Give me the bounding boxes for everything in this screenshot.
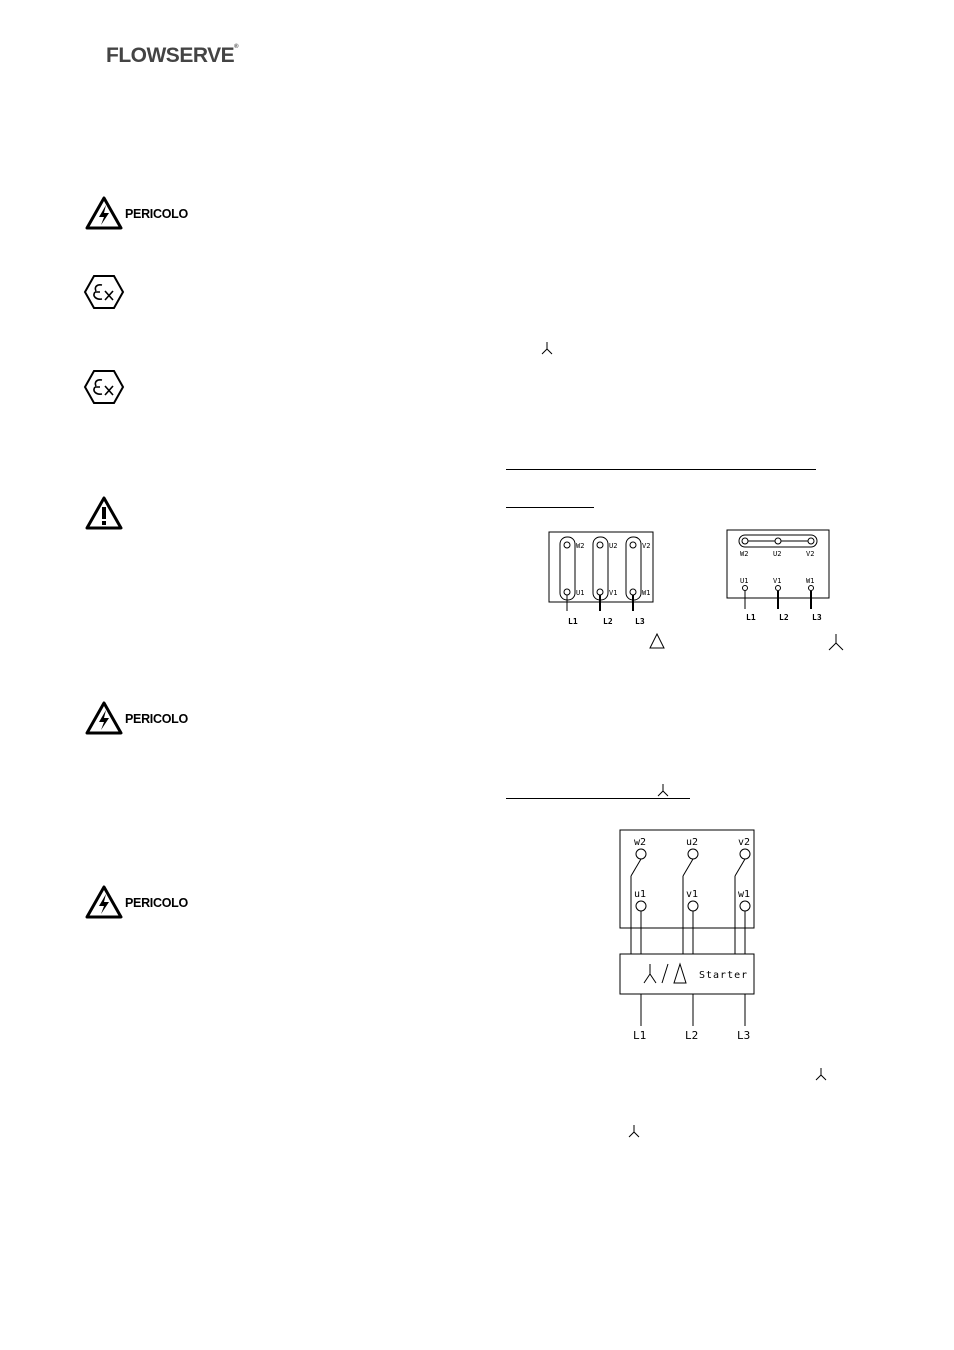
delta-terminal-diagram [540, 525, 660, 630]
terminal-v1: v1 [686, 889, 699, 900]
line-l3: L3 [737, 1029, 751, 1042]
line-l2: L2 [779, 613, 789, 622]
caution-icon [85, 496, 123, 530]
terminal-w2: w2 [634, 837, 647, 848]
explosion-proof-icon-2 [83, 369, 125, 405]
star-connection-symbol [656, 782, 670, 798]
danger-warning-3 [85, 885, 188, 924]
terminal-u1: u1 [634, 889, 647, 900]
starter-label: Starter [699, 970, 749, 981]
logo-text: FLOWSERVE [106, 44, 235, 67]
heading-underline-2 [506, 507, 594, 508]
terminal-v1: V1 [773, 577, 782, 585]
line-l1: L1 [746, 613, 756, 622]
terminal-w1: W1 [806, 577, 815, 585]
terminal-w2: W2 [576, 542, 585, 550]
electrical-hazard-icon [85, 196, 123, 230]
terminal-u1: U1 [576, 589, 585, 597]
line-l1: L1 [633, 1029, 647, 1042]
danger-warning-1 [85, 196, 188, 235]
terminal-u2: u2 [686, 837, 699, 848]
danger-label: PERICOLO [125, 712, 188, 726]
terminal-u2: U2 [609, 542, 618, 550]
line-l2: L2 [603, 617, 613, 626]
terminal-u1: U1 [740, 577, 749, 585]
danger-warning-2 [85, 701, 188, 740]
terminal-v2: V2 [806, 550, 815, 558]
terminal-v2: V2 [642, 542, 651, 550]
electrical-hazard-icon [85, 701, 123, 735]
line-l3: L3 [635, 617, 645, 626]
explosion-proof-icon [83, 274, 125, 310]
terminal-v1: V1 [609, 589, 618, 597]
star-connection-symbol [814, 1066, 828, 1082]
terminal-v2: v2 [738, 837, 751, 848]
terminal-u2: U2 [773, 550, 782, 558]
danger-label: PERICOLO [125, 896, 188, 910]
logo-registered-mark: ® [234, 44, 239, 50]
terminal-w1: w1 [738, 889, 751, 900]
line-l3: L3 [812, 613, 822, 622]
danger-label: PERICOLO [125, 207, 188, 221]
delta-connection-symbol [648, 632, 666, 650]
star-connection-symbol [627, 1123, 641, 1139]
line-l2: L2 [685, 1029, 699, 1042]
electrical-hazard-icon [85, 885, 123, 919]
terminal-w1: W1 [642, 589, 651, 597]
star-delta-starter-diagram [616, 828, 758, 1044]
star-terminal-diagram [722, 525, 834, 627]
flowserve-logo [106, 44, 238, 68]
terminal-w2: W2 [740, 550, 749, 558]
line-l1: L1 [568, 617, 578, 626]
heading-underline-3 [506, 798, 690, 799]
heading-underline-1 [506, 469, 816, 470]
star-connection-symbol [540, 340, 554, 356]
star-connection-symbol [826, 632, 846, 652]
